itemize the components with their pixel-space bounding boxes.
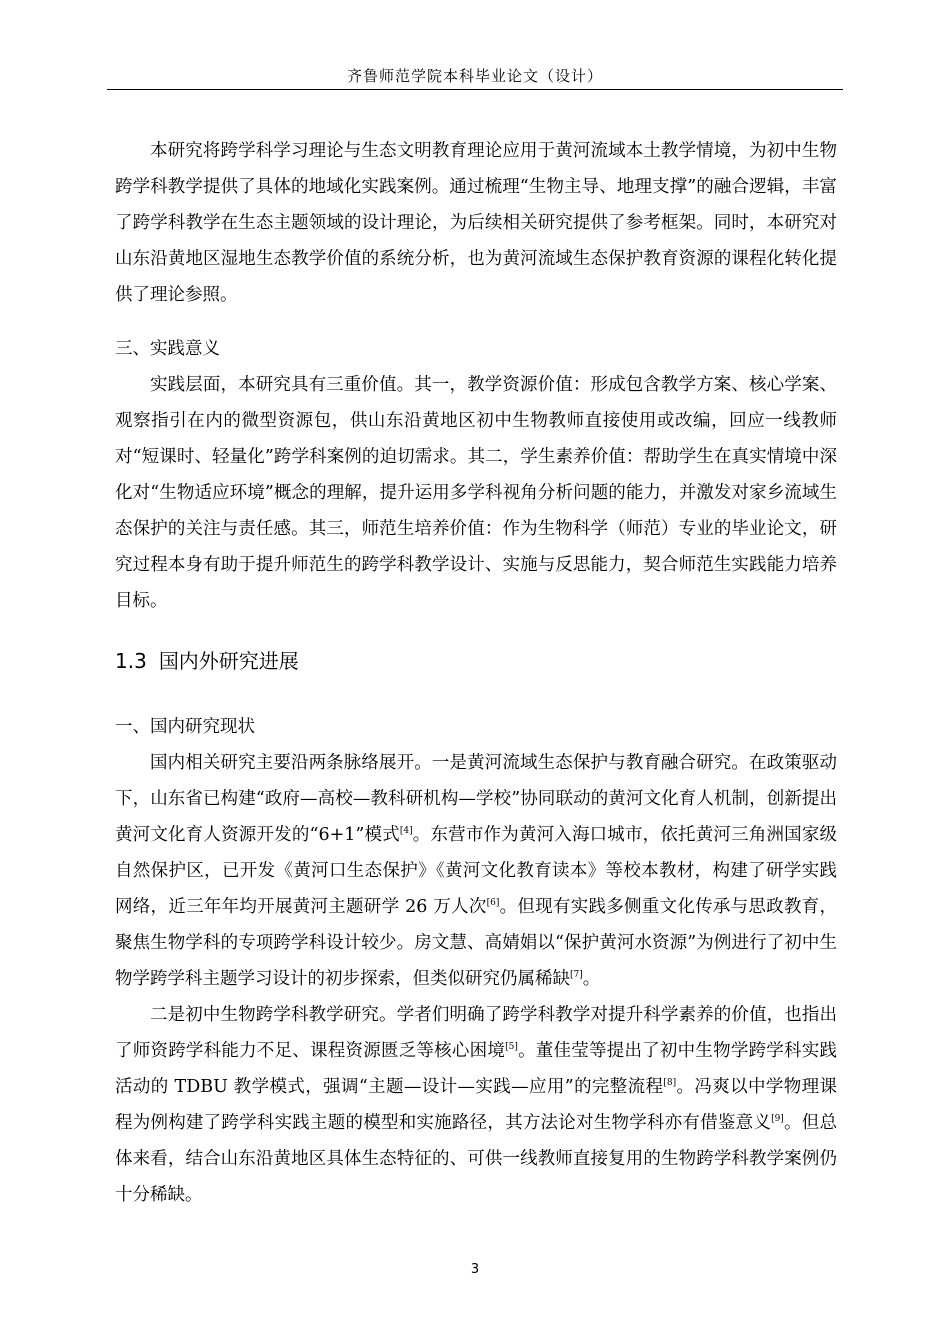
- text-run: 。但现有实践多侧重文化传承与思政教育，聚焦生物学科的专项跨学科设计较少。房文慧、高婧娟以“保护黄河水资源”为例进行了初中生物学跨学科主题学习设计的初步探索，但类似研究仍属稀缺: [115, 897, 837, 989]
- subheading-practical-significance: 三、实践意义: [115, 339, 220, 359]
- page-header: 齐鲁师范学院本科毕业论文（设计）: [346, 67, 603, 85]
- citation-ref[interactable]: [5]: [505, 1042, 518, 1053]
- citation-ref[interactable]: [6]: [486, 898, 500, 909]
- text-run: 国内相关研究主要沿两条脉络展开。一是黄河流域生态保护与教育融合研究。在政策驱动下，山东省已构建“政府—高校—教科研机构—学校”协同联动的黄河文化育人机制，创新提出黄河文化育人资源开发的“6+1”模式: [115, 753, 837, 845]
- text-run: 。东营市作为黄河入海口城市，依托黄河三角洲国家级自然保护区，已开发《黄河口生态保护》《黄河文化教育读本》等校本教材，构建了研学实践网络，近三年年均开展黄河主题研学 26 万人次: [115, 825, 837, 917]
- paragraph-theory-significance: 本研究将跨学科学习理论与生态文明教育理论应用于黄河流域本土教学情境，为初中生物跨学科教学提供了具体的地域化实践案例。通过梳理“生物主导、地理支撑”的融合逻辑，丰富了跨学科教学在生态主题领域的设计理论，为后续相关研究提供了参考框架。同时，本研究对山东沿黄地区湿地生态教学价值的系统分析，也为黄河流域生态保护教育资源的课程化转化提供了理论参照。: [115, 141, 837, 305]
- section-number: 1.3: [115, 649, 147, 673]
- text-run: 。: [582, 969, 601, 989]
- text-run: 二是初中生物跨学科教学研究。学者们明确了跨学科教学对提升科学素养的价值，也指出了师资跨学科能力不足、课程资源匮乏等核心困境: [115, 1005, 837, 1061]
- page-body: [115, 133, 837, 1213]
- citation-ref[interactable]: [9]: [771, 1114, 784, 1125]
- page-number: 3: [470, 1262, 480, 1277]
- header-rule: [107, 89, 843, 90]
- citation-ref[interactable]: [4]: [399, 826, 413, 837]
- section-heading: [115, 643, 837, 679]
- text-run: 。董佳莹等提出了初中生物学跨学科实践活动的 TDBU 教学模式，强调“主题—设计—实践—应用”的完整流程: [115, 1041, 838, 1097]
- subheading-domestic-research: 一、国内研究现状: [115, 717, 255, 737]
- paragraph-domestic-research-1: [115, 745, 837, 997]
- text-run: 。但总体来看，结合山东沿黄地区具体生态特征的、可供一线教师直接复用的生物跨学科教学案例仍十分稀缺。: [115, 1113, 838, 1205]
- spacer: [115, 313, 837, 331]
- citation-ref[interactable]: [7]: [570, 970, 583, 981]
- paragraph-domestic-research-2: [115, 997, 837, 1213]
- text-run: 。冯爽以中学物理课程为例构建了跨学科实践主题的模型和实施路径，其方法论对生物学科亦有借鉴意义: [115, 1077, 837, 1133]
- citation-ref[interactable]: [8]: [663, 1078, 677, 1089]
- paragraph-practical-significance: 实践层面，本研究具有三重价值。其一，教学资源价值：形成包含教学方案、核心学案、观察指引在内的微型资源包，供山东沿黄地区初中生物教师直接使用或改编，回应一线教师对“短课时、轻量化”跨学科案例的迫切需求。其二，学生素养价值：帮助学生在真实情境中深化对“生物适应环境”概念的理解，提升运用多学科视角分析问题的能力，并激发对家乡流域生态保护的关注与责任感。其三，师范生培养价值：作为生物科学（师范）专业的毕业论文，研究过程本身有助于提升师范生的跨学科教学设计、实施与反思能力，契合师范生实践能力培养目标。: [115, 375, 837, 611]
- section-title: 国内外研究进展: [158, 649, 299, 673]
